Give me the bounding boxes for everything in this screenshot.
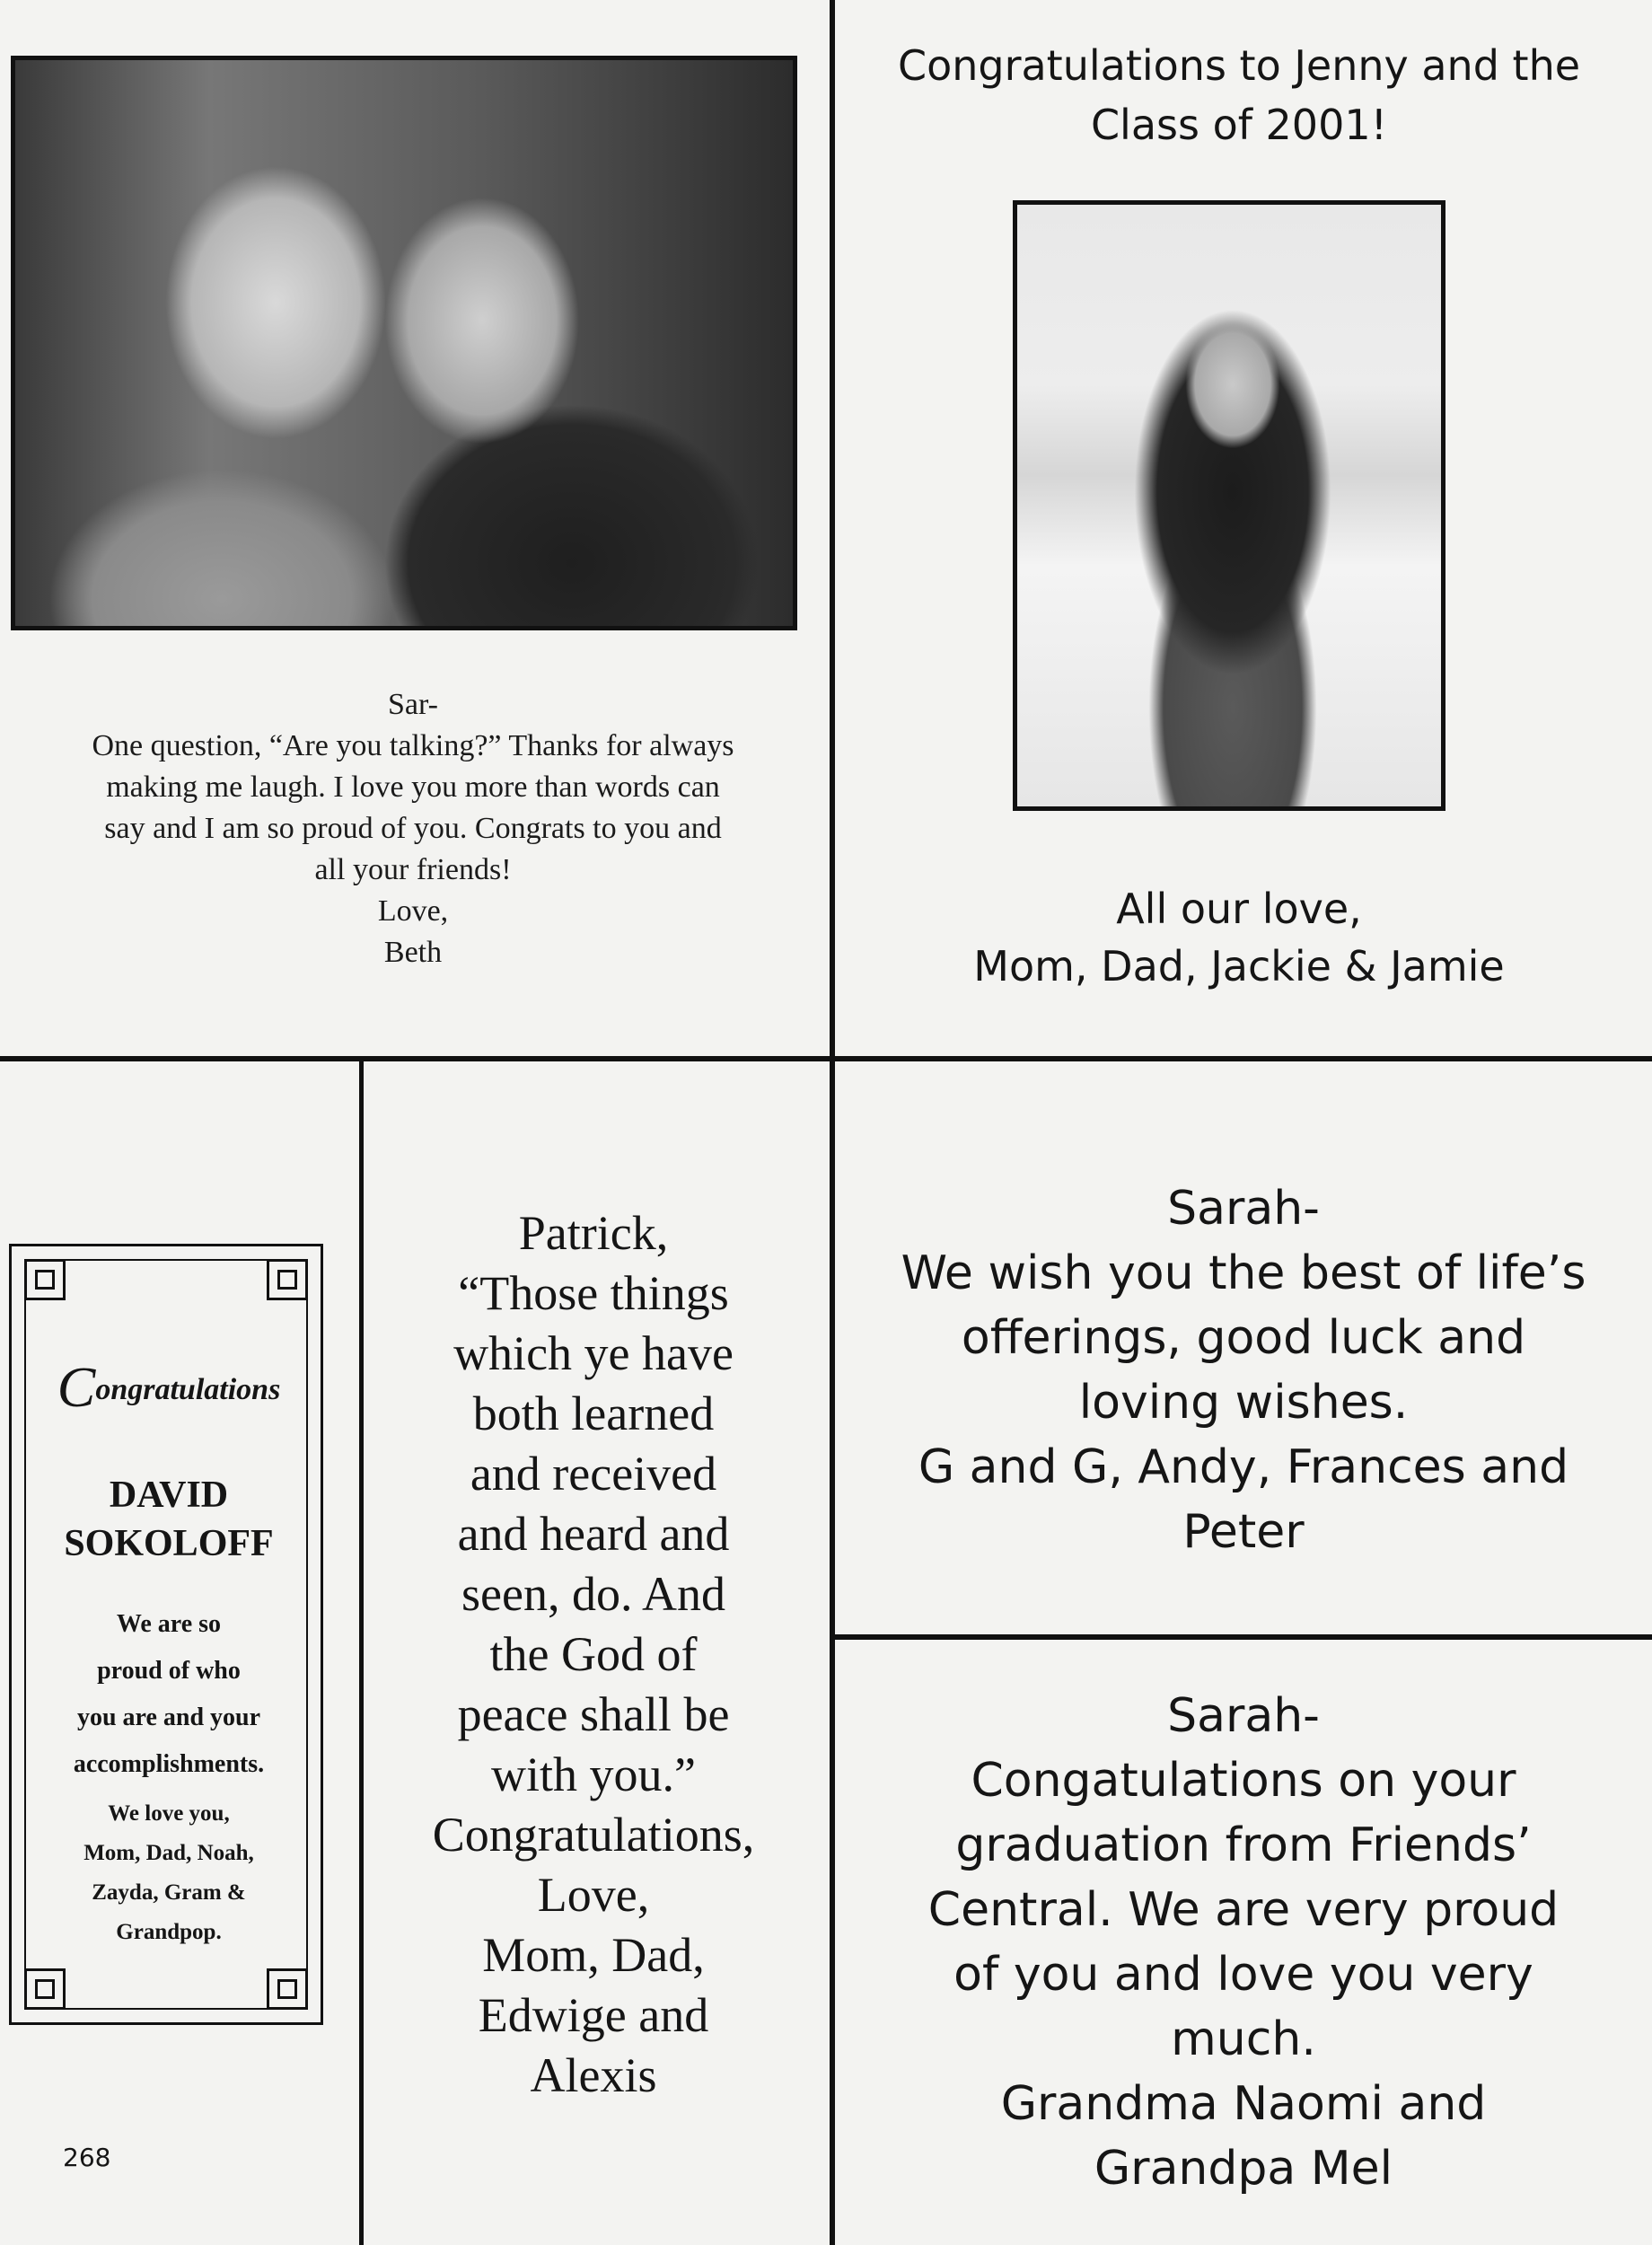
patrick-line: peace shall be bbox=[457, 1687, 730, 1741]
page-number: 268 bbox=[63, 2143, 111, 2172]
honoree-name-line: DAVID bbox=[109, 1475, 229, 1516]
patrick-line: Patrick, bbox=[518, 1206, 669, 1260]
beth-line: say and I am so proud of you. Congrats to you and bbox=[104, 812, 722, 845]
sarah2-line: Grandma Naomi and bbox=[1000, 2077, 1487, 2131]
script-capital: C bbox=[57, 1355, 96, 1419]
script-rest: ongratulations bbox=[95, 1373, 281, 1406]
divider-vertical-center bbox=[830, 0, 835, 2245]
david-signature-line: Mom, Dad, Noah, bbox=[83, 1841, 254, 1865]
corner-ornament-icon bbox=[24, 1259, 66, 1300]
patrick-line: Congratulations, bbox=[432, 1808, 755, 1862]
patrick-line: and heard and bbox=[457, 1507, 730, 1561]
beth-line: Sar- bbox=[388, 688, 438, 721]
sarah1-line: loving wishes. bbox=[1078, 1376, 1409, 1430]
david-message bbox=[12, 1601, 326, 1788]
patrick-line: “Those things bbox=[458, 1266, 729, 1320]
divider-horizontal-right bbox=[833, 1634, 1652, 1640]
beth-line: One question, “Are you talking?” Thanks for always bbox=[92, 729, 734, 762]
jenny-closing-line: All our love, bbox=[1116, 885, 1362, 933]
congratulations-script bbox=[12, 1354, 326, 1421]
sarah-message-2 bbox=[844, 1684, 1643, 2201]
sarah2-line: Grandpa Mel bbox=[1094, 2142, 1393, 2196]
david-message-line: proud of who bbox=[97, 1657, 241, 1685]
patrick-message bbox=[373, 1203, 814, 2106]
corner-ornament-icon bbox=[267, 1968, 308, 2010]
patrick-line: Love, bbox=[537, 1868, 650, 1922]
jenny-closing-line: Mom, Dad, Jackie & Jamie bbox=[973, 942, 1505, 990]
sarah2-line: graduation from Friends’ bbox=[955, 1818, 1532, 1872]
jenny-headline bbox=[835, 36, 1643, 154]
patrick-line: Edwige and bbox=[478, 1988, 709, 2042]
sarah1-line: offerings, good luck and bbox=[961, 1311, 1526, 1365]
beth-line: Beth bbox=[383, 936, 443, 969]
honoree-name-line: SOKOLOFF bbox=[64, 1523, 274, 1564]
david-ad-frame bbox=[9, 1244, 323, 2025]
patrick-line: Alexis bbox=[530, 2048, 657, 2102]
beth-line: making me laugh. I love you more than words can bbox=[106, 770, 720, 804]
honoree-name bbox=[12, 1471, 326, 1568]
sarah2-line: Congatulations on your bbox=[971, 1754, 1516, 1808]
patrick-line: seen, do. And bbox=[461, 1567, 725, 1621]
david-signature-line: Grandpop. bbox=[116, 1920, 222, 1944]
patrick-line: both learned bbox=[472, 1387, 715, 1440]
david-message-line: accomplishments. bbox=[73, 1750, 265, 1778]
sarah2-line: much. bbox=[1171, 2012, 1316, 2066]
friends-photo bbox=[11, 56, 797, 630]
sarah1-line: Sarah- bbox=[1167, 1182, 1320, 1236]
sarah-message-1 bbox=[844, 1176, 1643, 1564]
david-message-line: We are so bbox=[116, 1610, 222, 1638]
jenny-portrait-photo bbox=[1013, 200, 1446, 811]
patrick-line: the God of bbox=[489, 1627, 698, 1681]
jenny-headline-line: Class of 2001! bbox=[1090, 101, 1388, 149]
corner-ornament-icon bbox=[267, 1259, 308, 1300]
sarah2-line: of you and love you very bbox=[953, 1948, 1533, 2002]
jenny-headline-line: Congratulations to Jenny and the bbox=[897, 41, 1581, 90]
sarah1-line: We wish you the best of life’s bbox=[901, 1246, 1586, 1300]
patrick-line: with you.” bbox=[491, 1748, 696, 1801]
divider-horizontal-middle bbox=[0, 1056, 1652, 1061]
david-signature-line: We love you, bbox=[108, 1801, 230, 1826]
patrick-line: and received bbox=[470, 1447, 717, 1501]
david-message-line: you are and your bbox=[76, 1704, 261, 1731]
patrick-line: Mom, Dad, bbox=[482, 1928, 705, 1982]
beth-message bbox=[18, 684, 808, 973]
beth-line: Love, bbox=[377, 894, 449, 928]
david-signature-line: Zayda, Gram & bbox=[92, 1880, 246, 1905]
jenny-closing bbox=[835, 880, 1643, 995]
david-signature bbox=[12, 1794, 326, 1952]
sarah1-line: G and G, Andy, Frances and bbox=[918, 1440, 1569, 1494]
beth-line: all your friends! bbox=[314, 853, 512, 886]
patrick-line: which ye have bbox=[453, 1326, 734, 1380]
sarah2-line: Sarah- bbox=[1167, 1689, 1320, 1743]
sarah2-line: Central. We are very proud bbox=[927, 1883, 1560, 1937]
corner-ornament-icon bbox=[24, 1968, 66, 2010]
sarah1-line: Peter bbox=[1182, 1505, 1305, 1559]
divider-vertical-left bbox=[359, 1060, 364, 2245]
